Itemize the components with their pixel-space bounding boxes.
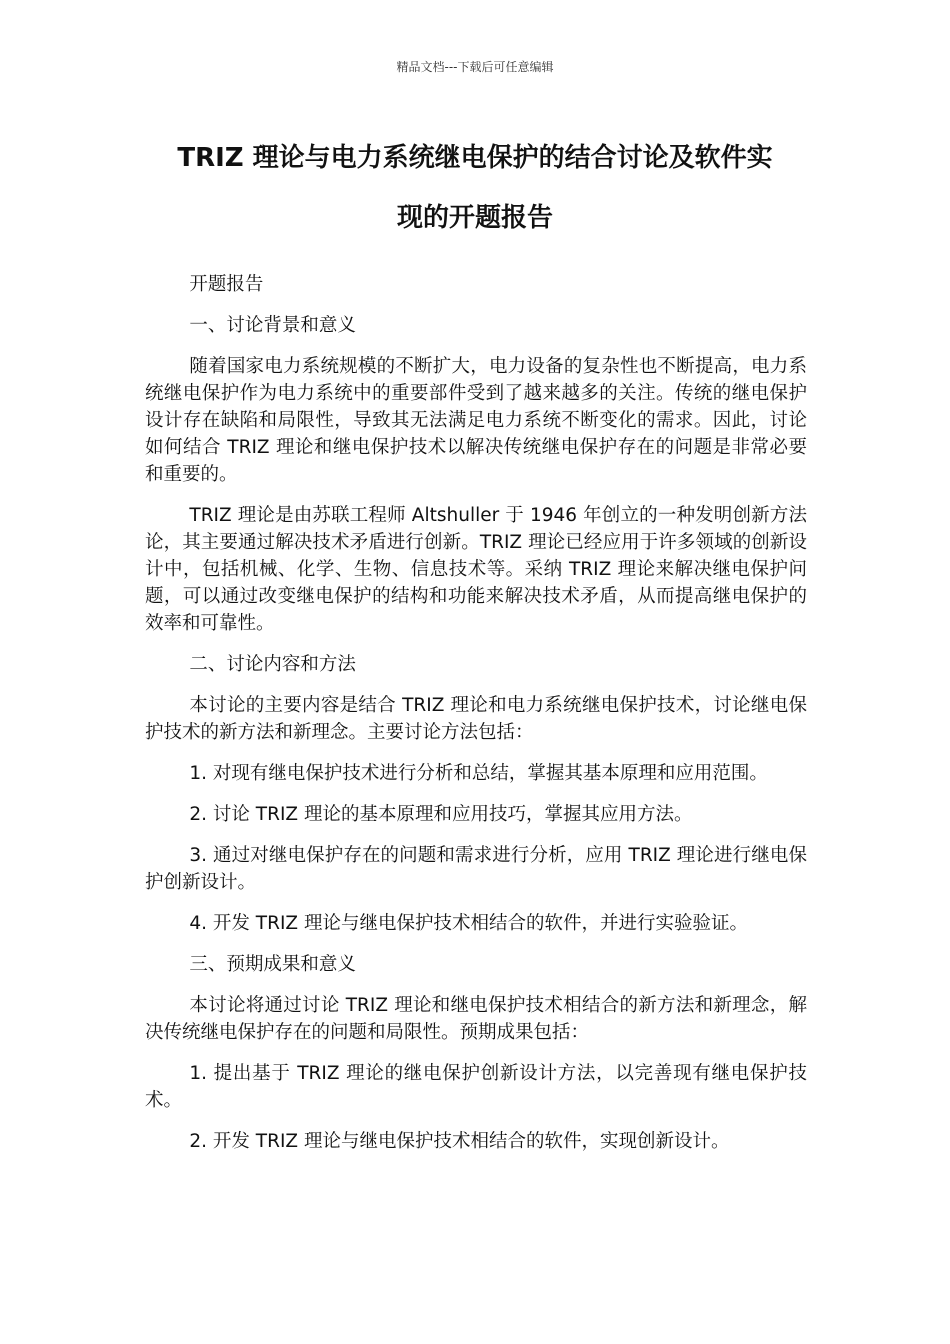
title-line-2: 现的开题报告 [396, 203, 553, 233]
method-item-3: 3. 通过对继电保护存在的问题和需求进行分析，应用 TRIZ 理论进行继电保护创新设计。 [145, 845, 807, 893]
header-note: 精品文档---下载后可任意编辑 [396, 60, 554, 74]
heading-expected-results: 三、预期成果和意义 [189, 954, 356, 975]
paragraph-background: 随着国家电力系统规模的不断扩大，电力设备的复杂性也不断提高，电力系统继电保护作为电力系统中的重要部件受到了越来越多的关注。传统的继电保护设计存在缺陷和局限性，导致其无法满足电力系统不断变化的需求。因此，讨论如何结合 TRIZ 理论和继电保护技术以解决传统继电保护存在的问题是非常必要和重要的。 [145, 356, 807, 485]
paragraph-results-intro: 本讨论将通过讨论 TRIZ 理论和继电保护技术相结合的新方法和新理念，解决传统继电保护存在的问题和局限性。预期成果包括： [145, 995, 807, 1043]
result-item-2: 2. 开发 TRIZ 理论与继电保护技术相结合的软件，实现创新设计。 [189, 1131, 730, 1152]
paragraph-content-intro: 本讨论的主要内容是结合 TRIZ 理论和电力系统继电保护技术，讨论继电保护技术的新方法和新理念。主要讨论方法包括： [145, 695, 807, 743]
document-title [130, 128, 820, 248]
method-item-1: 1. 对现有继电保护技术进行分析和总结，掌握其基本原理和应用范围。 [189, 763, 768, 784]
method-item-4: 4. 开发 TRIZ 理论与继电保护技术相结合的软件，并进行实验验证。 [189, 913, 748, 934]
heading-background: 一、讨论背景和意义 [189, 315, 356, 336]
document-body [145, 271, 807, 1169]
method-item-2: 2. 讨论 TRIZ 理论的基本原理和应用技巧，掌握其应用方法。 [189, 804, 693, 825]
title-line-1: TRIZ 理论与电力系统继电保护的结合讨论及软件实 [177, 143, 773, 173]
result-item-1: 1. 提出基于 TRIZ 理论的继电保护创新设计方法，以完善现有继电保护技术。 [145, 1063, 807, 1111]
heading-content-methods: 二、讨论内容和方法 [189, 654, 356, 675]
paragraph-triz-intro: TRIZ 理论是由苏联工程师 Altshuller 于 1946 年创立的一种发明创新方法论，其主要通过解决技术矛盾进行创新。TRIZ 理论已经应用于许多领域的创新设计中，包括机械、化学、生物、信息技术等。采纳 TRIZ 理论来解决继电保护问题，可以通过改变继电保护的结构和功能来解决技术矛盾，从而提高继电保护的效率和可靠性。 [145, 505, 807, 634]
paragraph-section-label: 开题报告 [189, 274, 264, 295]
